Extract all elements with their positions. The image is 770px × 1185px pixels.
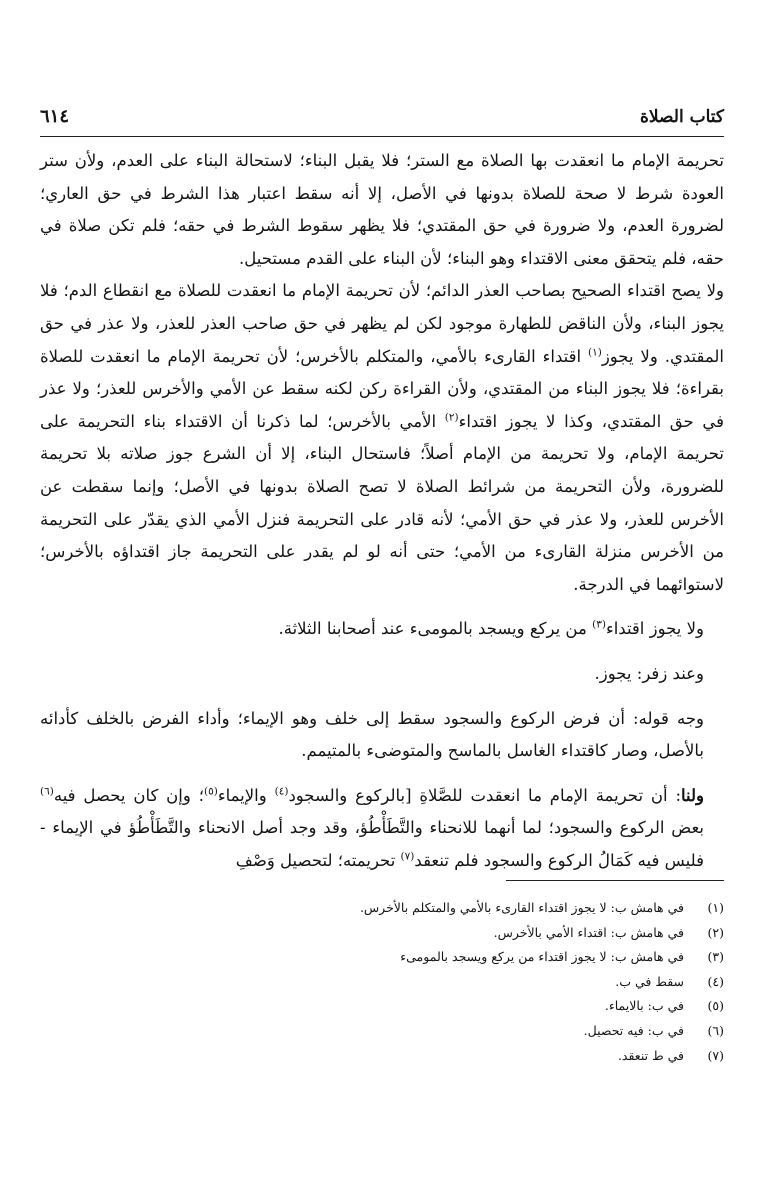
- paragraph-5: وجه قوله: أن فرض الركوع والسجود سقط إلى خلف وهو الإيماء؛ وأداء الفرض بالخلف كأدائه بالأصل، وصار كاقتداء الغاسل بالماسح والمتوضىء بالمتيمم.: [40, 708, 704, 761]
- page-number: ٦١٤: [40, 106, 70, 127]
- footnote-item: [84, 970, 724, 995]
- header-divider: [40, 136, 724, 137]
- paragraph-text: : أن تحريمة الإمام ما انعقدت للصَّلاةِ [بالركوع والسجود: [288, 785, 682, 805]
- footnote-text: في هامش ب: لا يجوز اقتداء القارىء بالأمي والمتكلم بالأخرس.: [359, 900, 684, 915]
- footnote-number: (٣): [707, 949, 724, 965]
- footnote-item: [84, 1044, 724, 1069]
- paragraph-text: اقتداء القارىء بالأمي، والمتكلم بالأخرس؛ لأن تحريمة الإمام ما انعقدت للصلاة بقراءة؛ فلا يجوز البناء من المقتدي، ولأن القراءة ركن لكنه سقط عن الأمي والأخرس للعذر؛ ولا عذر في حق المقتدي، وكذا لا يجوز اقتداء: [40, 346, 724, 431]
- footnote-number: (٦): [707, 1022, 724, 1038]
- paragraph-lead: ولنا: [681, 785, 705, 805]
- paragraph-text: ولا يصح اقتداء الصحيح بصاحب العذر الدائم؛ لأن تحريمة الإمام ما انعقدت للصلاة مع انقطاع الدم؛ فلا يجوز البناء، ولأن الناقض للطهارة موجود لكن لم يظهر في حق صاحب العذر للعذر، ولا عذر في حق المقتدي. ولا يجوز: [40, 281, 725, 366]
- page-header: [40, 102, 724, 132]
- footnote-ref-2: (٢): [444, 411, 459, 424]
- footnote-ref-7: (٧): [400, 850, 415, 863]
- footnotes-list: [84, 896, 724, 1068]
- footnote-text: سقط في ب.: [615, 973, 684, 989]
- footnote-item: [84, 945, 724, 970]
- footnote-text: في هامش ب: اقتداء الأمي بالأخرس.: [493, 924, 684, 940]
- paragraph-text: ؛ وإن كان يحصل فيه: [53, 785, 204, 805]
- paragraph-text: تحريمته؛ لتحصيل وَصْفِ: [235, 850, 401, 870]
- paragraph-text: من يركع ويسجد بالمومىء عند أصحابنا الثلاثة.: [278, 619, 593, 639]
- footnote-item: [84, 1019, 724, 1044]
- footnote-text: في ط تنعقد.: [617, 1047, 684, 1063]
- footnote-item: [84, 921, 724, 946]
- footnote-number: (١): [707, 900, 724, 915]
- footnote-ref-3: (٣): [592, 618, 606, 631]
- footnote-ref-6: (٦): [40, 785, 54, 798]
- footnote-ref-1: (١): [587, 346, 602, 359]
- paragraph-text: ولا يجوز اقتداء: [605, 619, 704, 639]
- paragraph-text: والإيماء: [217, 785, 275, 805]
- paragraph-1: تحريمة الإمام ما انعقدت بها الصلاة مع الستر؛ فلا يقبل البناء؛ لاستحالة البناء على العدم، ولأن ستر العودة شرط لا صحة للصلاة بدونها في الأصل، إلا أنه سقط اعتبار هذا الشرط في حق العاري؛ لضرورة العدم، ولا ضرورة في حق المقتدي؛ فلا يظهر سقوط الشرط في حقه؛ فلم تكن صلاة في حقه، فلم يتحقق معنى الاقتداء وهو البناء؛ لأن البناء على القدم مستحيل.: [40, 151, 724, 268]
- footnote-text: في ب: فيه تحصيل.: [583, 1022, 684, 1038]
- paragraph-text: بعض الركوع والسجود؛ لما أنهما للانحناء والتَّطَأْطُؤ، وقد وجد أصل الانحناء والتَّطَأْطُؤ في الإيماء - فليس فيه كَمَالُ الركوع والسجود فلم تنعقد: [40, 818, 704, 870]
- footnote-number: (٤): [707, 973, 724, 989]
- footnote-number: (٥): [707, 998, 724, 1014]
- paragraph-4: وعند زفر: يجوز.: [594, 663, 704, 683]
- footnote-ref-5: (٥): [203, 785, 218, 798]
- footnote-number: (٢): [707, 924, 724, 940]
- footnote-number: (٧): [707, 1047, 724, 1063]
- footnote-item: [84, 896, 724, 921]
- chapter-title: كتاب الصلاة: [639, 107, 724, 127]
- paragraph-text: الأمي بالأخرس؛ لما ذكرنا أن الاقتداء بناء التحريمة على تحريمة الإمام، ولا تحريمة من الإمام أصلاً؛ فاستحال البناء، إلا أن الشرع جوز صلاته بلا تحريمة للضرورة، ولأن التحريمة من شرائط الصلاة لا تصح الصلاة بدونها في الأصل؛ وإنما سقطت عن الأخرس للعذر، ولا عذر في حق الأمي؛ لأنه قادر على التحريمة فنزل الأمي الذي يقدّر على التحريمة من الأخرس منزلة القارىء من الأمي؛ حتى أنه لو لم يقدر على التحريمة جاز اقتداؤه بالأخرس؛ لاستوائهما في الدرجة.: [40, 411, 724, 594]
- footnote-text: في هامش ب: لا يجوز اقتداء من يركع ويسجد بالمومىء: [400, 949, 684, 965]
- paragraph-3: [40, 613, 724, 646]
- paragraph-6: [40, 780, 724, 878]
- main-text: [40, 145, 724, 877]
- footnote-ref-4: (٤): [274, 785, 289, 798]
- paragraph-2: [40, 275, 724, 601]
- footnote-text: في ب: بالايماء.: [604, 998, 684, 1014]
- footnote-divider: [506, 880, 724, 881]
- footnote-item: [84, 994, 724, 1019]
